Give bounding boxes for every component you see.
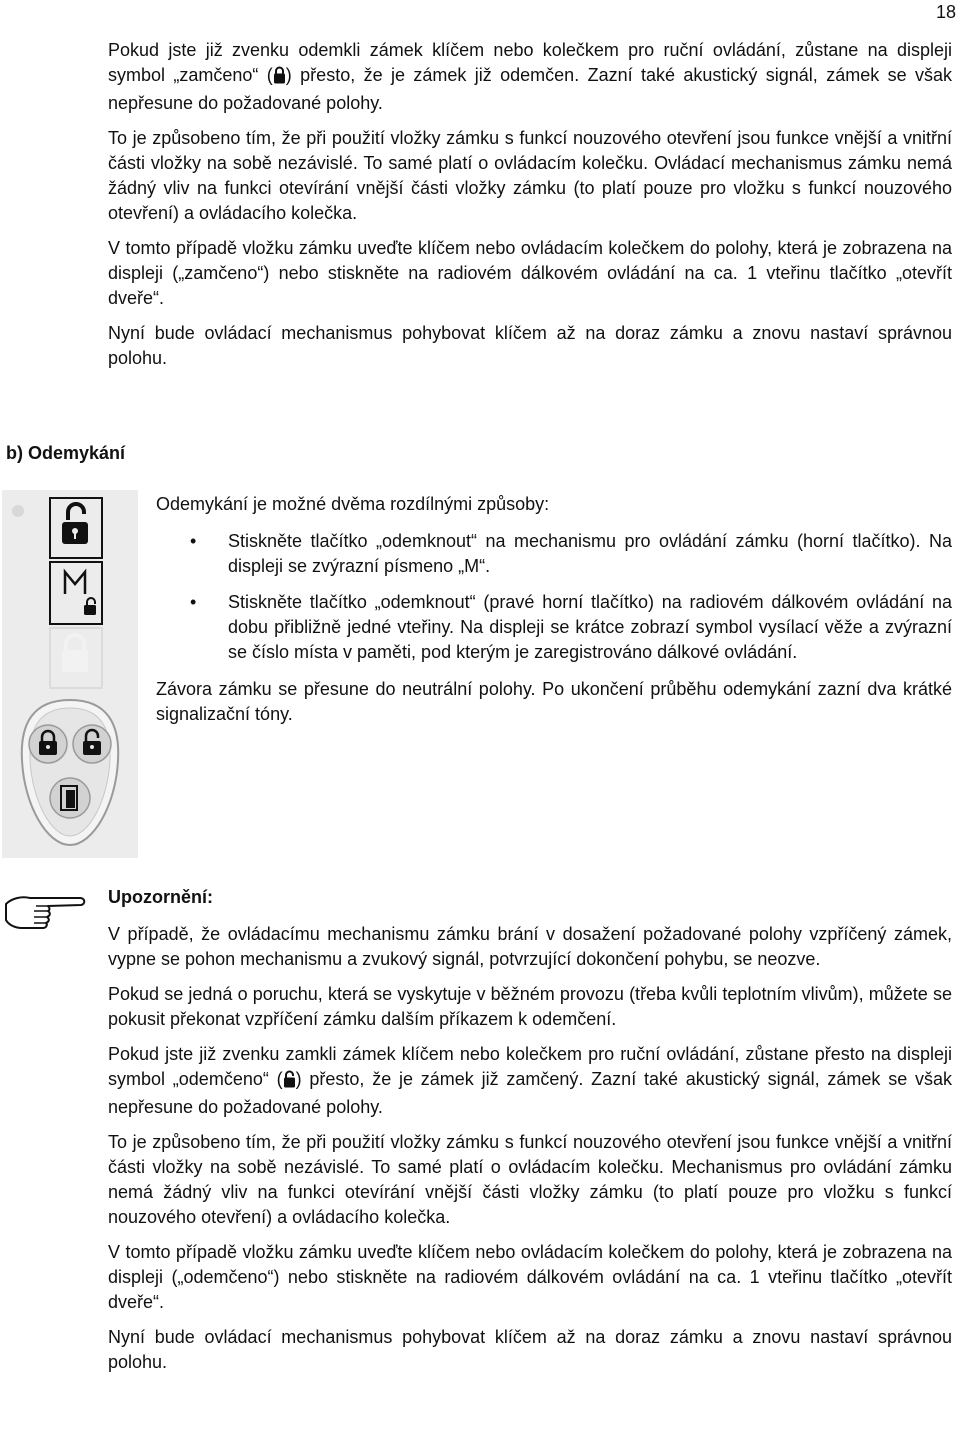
faded-padlock-icon	[50, 628, 102, 688]
unlocking-outro: Závora zámku se přesune do neutrální polohy. Po ukončení průběhu odemykání zazní dva krátké signalizační tóny.	[156, 679, 952, 724]
locked-padlock-icon	[273, 66, 286, 91]
paragraph-explanation: To je způsobeno tím, že při použití vložky zámku s funkcí nouzového otevření jsou funkce vnější a vnitřní části vložky na sobě nezávislé. To samé platí o ovládacím kolečku. Ovládací mechanismus zámku nemá žádný vliv na funkci otevírání vnější části vložky zámku (to platí pouze pro vložku s funkcí nouzového otevření) a ovládacího kolečka.	[108, 128, 952, 223]
warning-section	[108, 922, 952, 1385]
pointing-hand-icon	[4, 890, 88, 943]
section-heading-unlocking: b) Odemykání	[6, 443, 126, 463]
unlocking-intro: Odemykání je možné dvěma rozdílnými způsoby:	[156, 494, 550, 514]
warning-paragraph-unlocked-symbol: Pokud jste již zvenku zamkli zámek klíčem nebo kolečkem pro ruční ovládání, zůstane přesto na displeji symbol „odemčeno“ ( ) přesto, že je zámek již zamčený. Zazní také akustický signál, zámek se však nepřesune do požadované polohy.	[108, 1044, 952, 1117]
warning-paragraph: Pokud se jedná o poruchu, která se vyskytuje v běžném provozu (třeba kvůli teplotním vlivům), můžete se pokusit překonat vzpříčení zámku dalším příkazem k odemčení.	[108, 984, 952, 1029]
m-letter-display-icon	[50, 562, 102, 624]
unlocking-section	[156, 492, 952, 727]
display-illustration	[2, 490, 138, 858]
paragraph-instruction: V tomto případě vložku zámku uveďte klíčem nebo ovládacím kolečkem do polohy, která je zobrazena na displeji („zamčeno“) nebo stiskněte na radiovém dálkovém ovládání na ca. 1 vteřinu tlačítko „otevřít dveře“.	[108, 238, 952, 308]
remote-control-icon	[22, 700, 118, 845]
top-section	[108, 38, 952, 381]
warning-paragraph: To je způsobeno tím, že při použití vložky zámku s funkcí nouzového otevření jsou funkce vnější a vnitřní části vložky na sobě nezávislé. To samé platí o ovládacím kolečku. Mechanismus pro ovládání zámku nemá žádný vliv na funkci otevírání vnější části vložky zámku (to platí pouze pro vložku s funkcí nouzového otevření) a ovládacího kolečka.	[108, 1132, 952, 1227]
paragraph-locked-symbol: Pokud jste již zvenku odemkli zámek klíčem nebo kolečkem pro ruční ovládání, zůstane na displeji symbol „zamčeno“ ( ) přesto, že je zámek již odemčen. Zazní také akustický signál, zámek se však nepřesune do požadované polohy.	[108, 40, 952, 113]
unlocked-padlock-icon	[283, 1070, 296, 1095]
paragraph-result: Nyní bude ovládací mechanismus pohybovat klíčem až na doraz zámku a znovu nastaví správnou polohu.	[108, 323, 952, 368]
unlocking-methods-list	[156, 529, 952, 665]
open-padlock-icon	[50, 498, 102, 558]
led-icon	[12, 505, 24, 517]
list-item: • Stiskněte tlačítko „odemknout“ na mechanismu pro ovládání zámku (horní tlačítko). Na displeji se zvýrazní písmeno „M“.	[156, 529, 952, 579]
list-item: • Stiskněte tlačítko „odemknout“ (pravé horní tlačítko) na radiovém dálkovém ovládání na dobu přibližně jedné vteřiny. Na displeji se krátce zobrazí symbol vysílací věže a zvýrazní se číslo místa v paměti, pod kterým je zaregistrováno dálkové ovládání.	[156, 590, 952, 665]
warning-paragraph: Nyní bude ovládací mechanismus pohybovat klíčem až na doraz zámku a znovu nastaví správnou polohu.	[108, 1327, 952, 1372]
warning-title: Upozornění:	[108, 887, 213, 907]
warning-paragraph: V tomto případě vložku zámku uveďte klíčem nebo ovládacím kolečkem do polohy, která je zobrazena na displeji („odemčeno“) nebo stiskněte na radiovém dálkovém ovládání na ca. 1 vteřinu tlačítko „otevřít dveře“.	[108, 1242, 952, 1312]
page-number: 18	[935, 2, 956, 22]
warning-paragraph: V případě, že ovládacímu mechanismu zámku brání v dosažení požadované polohy vzpříčený zámek, vypne se pohon mechanismu a zvukový signál, potvrzující dokončení pohybu, se neozve.	[108, 924, 952, 969]
